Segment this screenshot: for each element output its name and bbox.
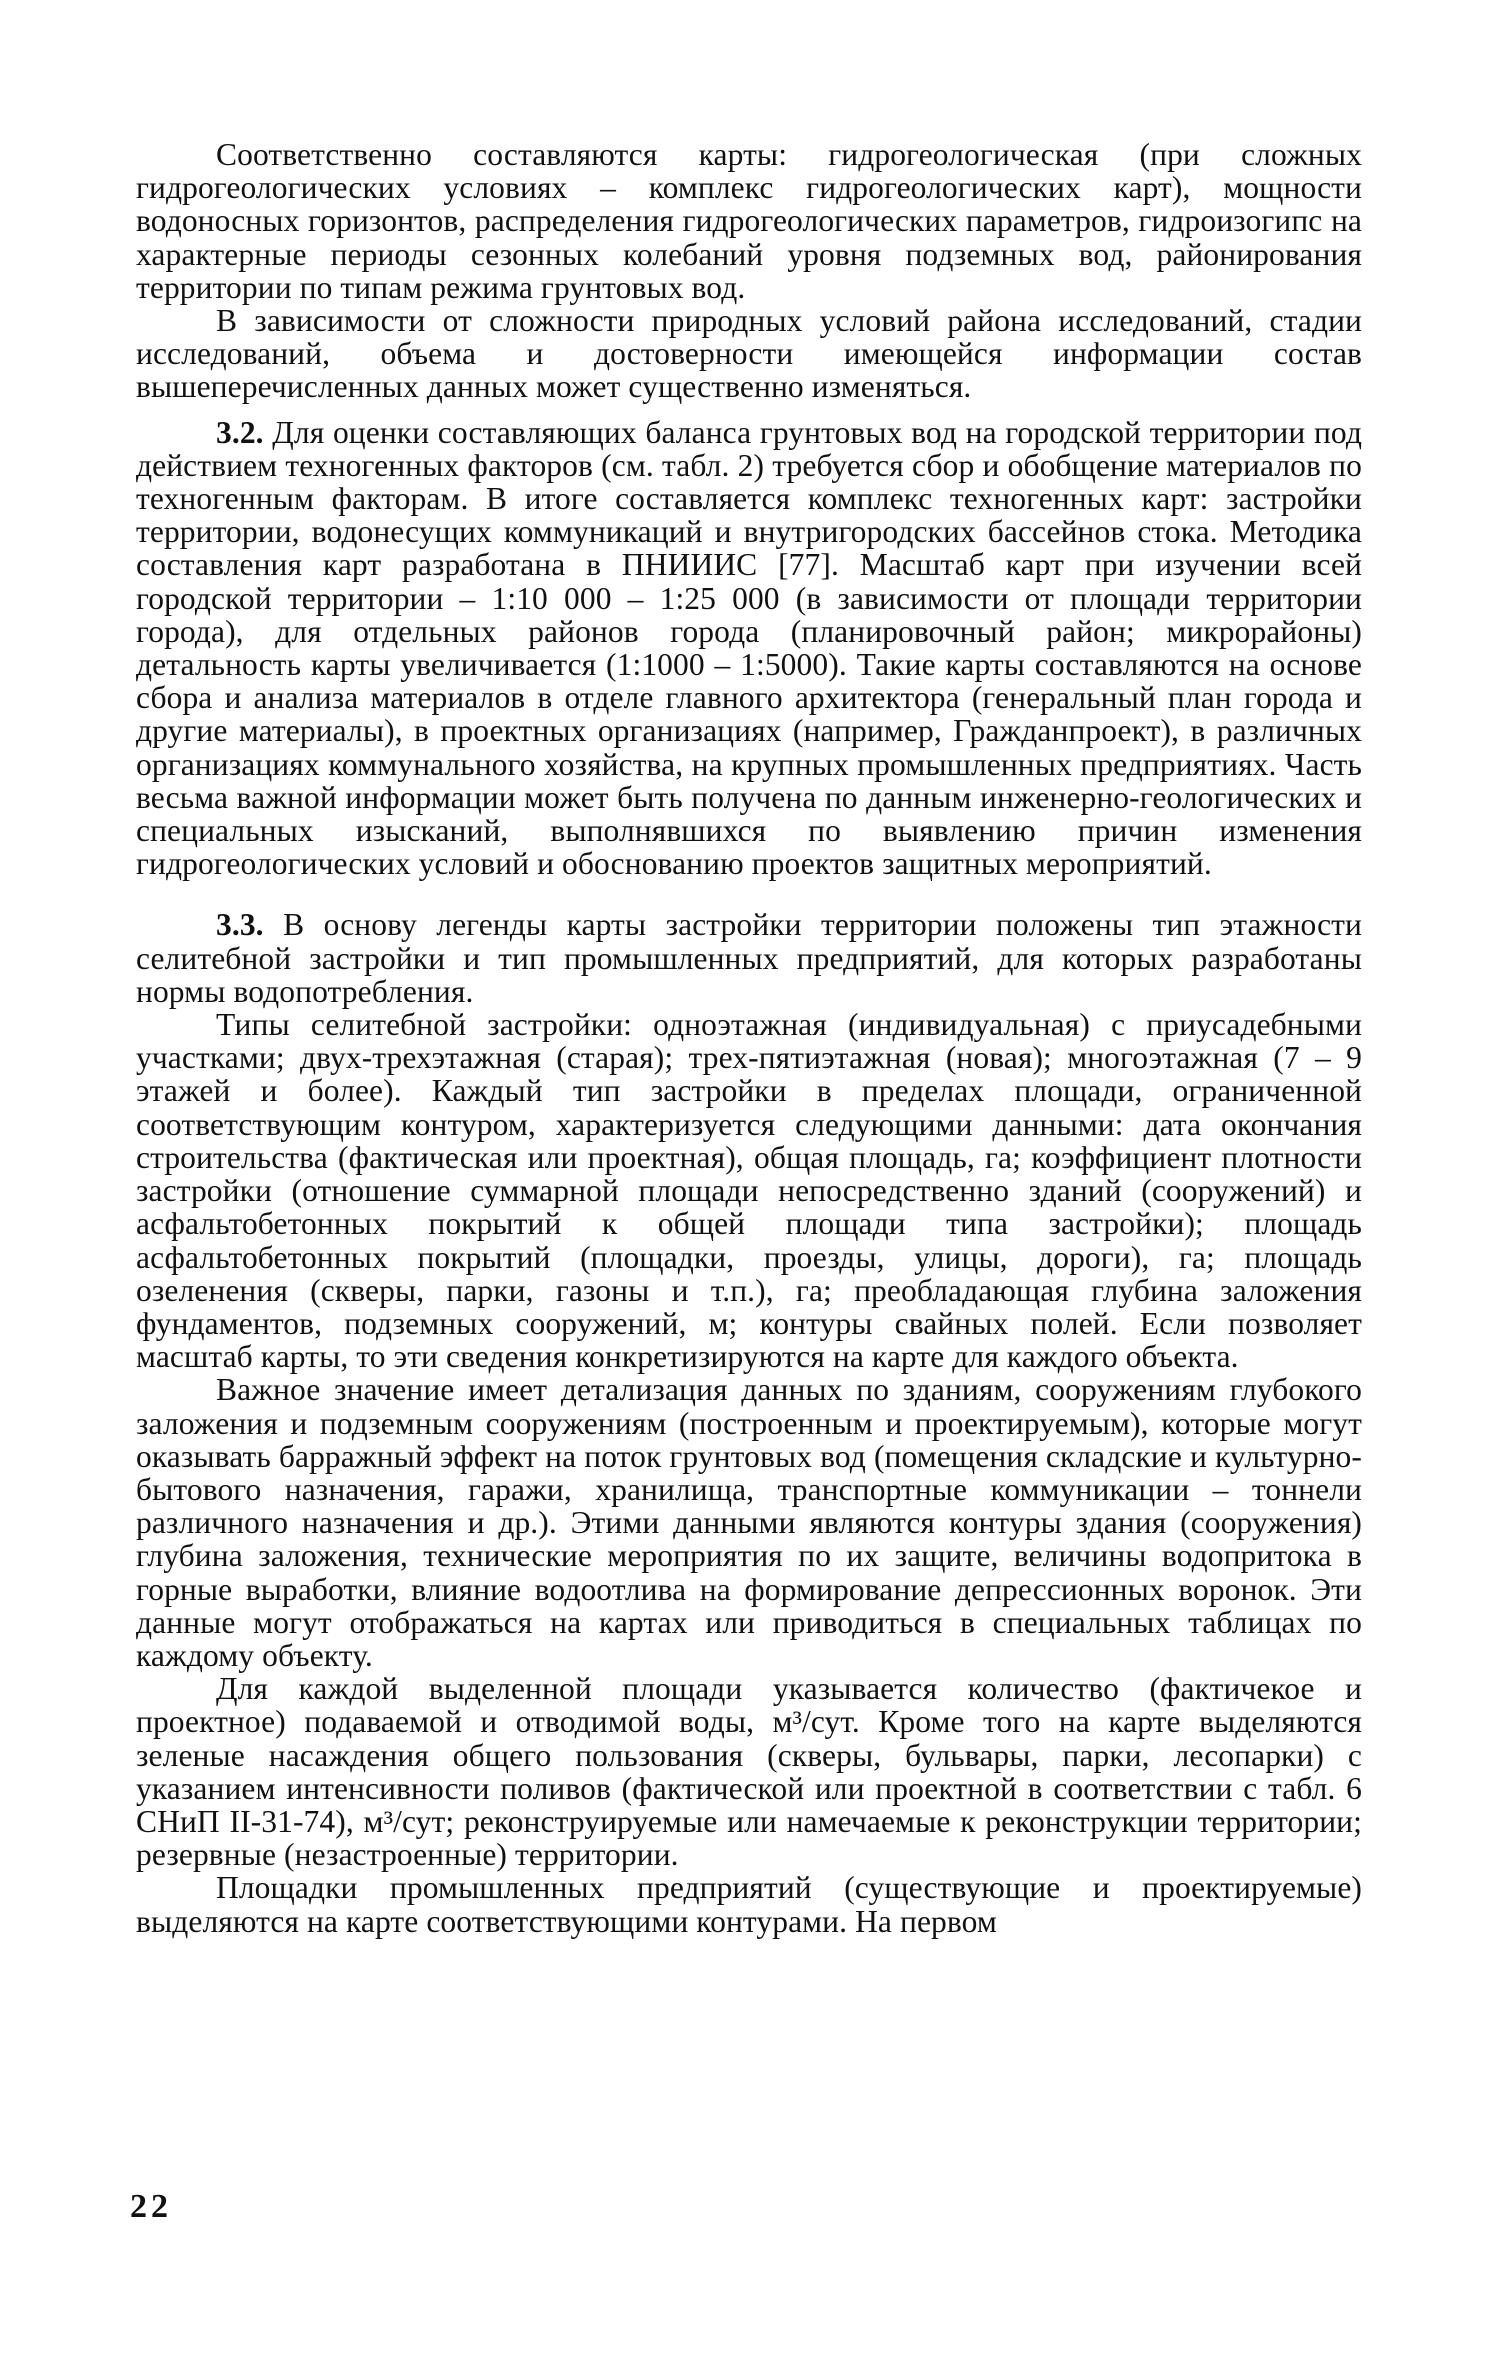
paragraph-industrial-sites <box>136 1871 1362 1937</box>
paragraph-section-3-3 <box>136 908 1362 1008</box>
section-number: 3.3. <box>216 907 264 943</box>
paragraph-text: Для каждой выделенной площади указывается количество (фактичекое и проектное) подаваемой и отводимой воды, м³/сут. Кроме того на карте выделяются зеленые насаждения общего пользования (скверы, бульвары, парки, лесопарки) с указанием интенсивности поливов (фактической или проектной в соответствии с табл. 6 СНиП II-31-74), м³/сут; реконструируемые или намечаемые к реконструкции территории; резервные (незастроенные) территории. <box>136 1671 1362 1873</box>
paragraph-text: Для оценки составляющих баланса грунтовых вод на городской территории под действием техногенных факторов (см. табл. 2) требуется сбор и обобщение материалов по техногенным факторам. В итоге составляется комплекс техногенных карт: застройки территории, водонесущих коммуникаций и внутригородских бассейнов стока. Методика составления карт разработана в ПНИИИС [77]. Масштаб карт при изучении всей городской территории – 1:10 000 – 1:25 000 (в зависимости от площади территории города), для отдельных районов города (планировочный район; микрорайоны) детальность карты увеличивается (1:1000 – 1:5000). Такие карты составляются на основе сбора и анализа материалов в отделе главного архитектора (генеральный план города и другие материалы), в проектных организациях (например, Гражданпроект), в различных организациях коммунального хозяйства, на крупных промышленных предприятиях. Часть весьма важной информации может быть получена по данным инженерно-геологических и специальных изысканий, выполнявшихся по выявлению причин изменения гидрогеологических условий и обоснованию проектов защитных мероприятий. <box>136 414 1362 882</box>
paragraph-water-supply <box>136 1672 1362 1871</box>
paragraph-data-variability <box>136 304 1362 404</box>
paragraph-deep-structures <box>136 1373 1362 1672</box>
paragraph-text: Типы селитебной застройки: одноэтажная (индивидуальная) с приусадебными участками; двух-трехэтажная (старая); трех-пятиэтажная (новая); многоэтажная (7 – 9 этажей и более). Каждый тип застройки в пределах площади, ограниченной соответствующим контуром, характеризуется следующими данными: дата окончания строительства (фактическая или проектная), общая площадь, га; коэффициент плотности застройки (отношение суммарной площади непосредственно зданий (сооружений) и асфальтобетонных покрытий к общей площади типа застройки); площадь асфальтобетонных покрытий (площадки, проезды, улицы, дороги), га; площадь озеленения (скверы, парки, газоны и т.п.), га; преобладающая глубина заложения фундаментов, подземных сооружений, м; контуры свайных полей. Если позволяет масштаб карты, то эти сведения конкретизируются на карте для каждого объекта. <box>136 1007 1362 1375</box>
paragraph-maps-types <box>136 138 1362 304</box>
page-number: 22 <box>130 2188 172 2225</box>
paragraph-text: В зависимости от сложности природных условий района исследований, стадии исследований, объема и достоверности имеющейся информации состав вышеперечисленных данных может существенно изменяться. <box>136 303 1362 405</box>
paragraph-text: Соответственно составляются карты: гидрогеологическая (при сложных гидрогеологических условиях – комплекс гидрогеологических карт), мощности водоносных горизонтов, распределения гидрогеологических параметров, гидроизогипс на характерные периоды сезонных колебаний уровня подземных вод, районирования территории по типам режима грунтовых вод. <box>136 137 1362 305</box>
page-body <box>136 138 1362 1938</box>
paragraph-text: В основу легенды карты застройки территории положены тип этажности селитебной застройки и тип промышленных предприятий, для которых разработаны нормы водопотребления. <box>136 907 1362 1009</box>
paragraph-section-3-2 <box>136 416 1362 881</box>
paragraph-text: Важное значение имеет детализация данных по зданиям, сооружениям глубокого заложения и подземным сооружениям (построенным и проектируемым), которые могут оказывать барражный эффект на поток грунтовых вод (помещения складские и культурно-бытового назначения, гаражи, хранилища, транспортные коммуникации – тоннели различного назначения и др.). Этими данными являются контуры здания (сооружения) глубина заложения, технические мероприятия по их защите, величины водопритока в горные выработки, влияние водоотлива на формирование депрессионных воронок. Эти данные могут отображаться на картах или приводиться в специальных таблицах по каждому объекту. <box>136 1372 1362 1673</box>
paragraph-residential-types <box>136 1008 1362 1373</box>
paragraph-text: Площадки промышленных предприятий (существующие и проектируемые) выделяются на карте соответствующими контурами. На первом <box>136 1870 1362 1939</box>
section-number: 3.2. <box>216 414 264 450</box>
